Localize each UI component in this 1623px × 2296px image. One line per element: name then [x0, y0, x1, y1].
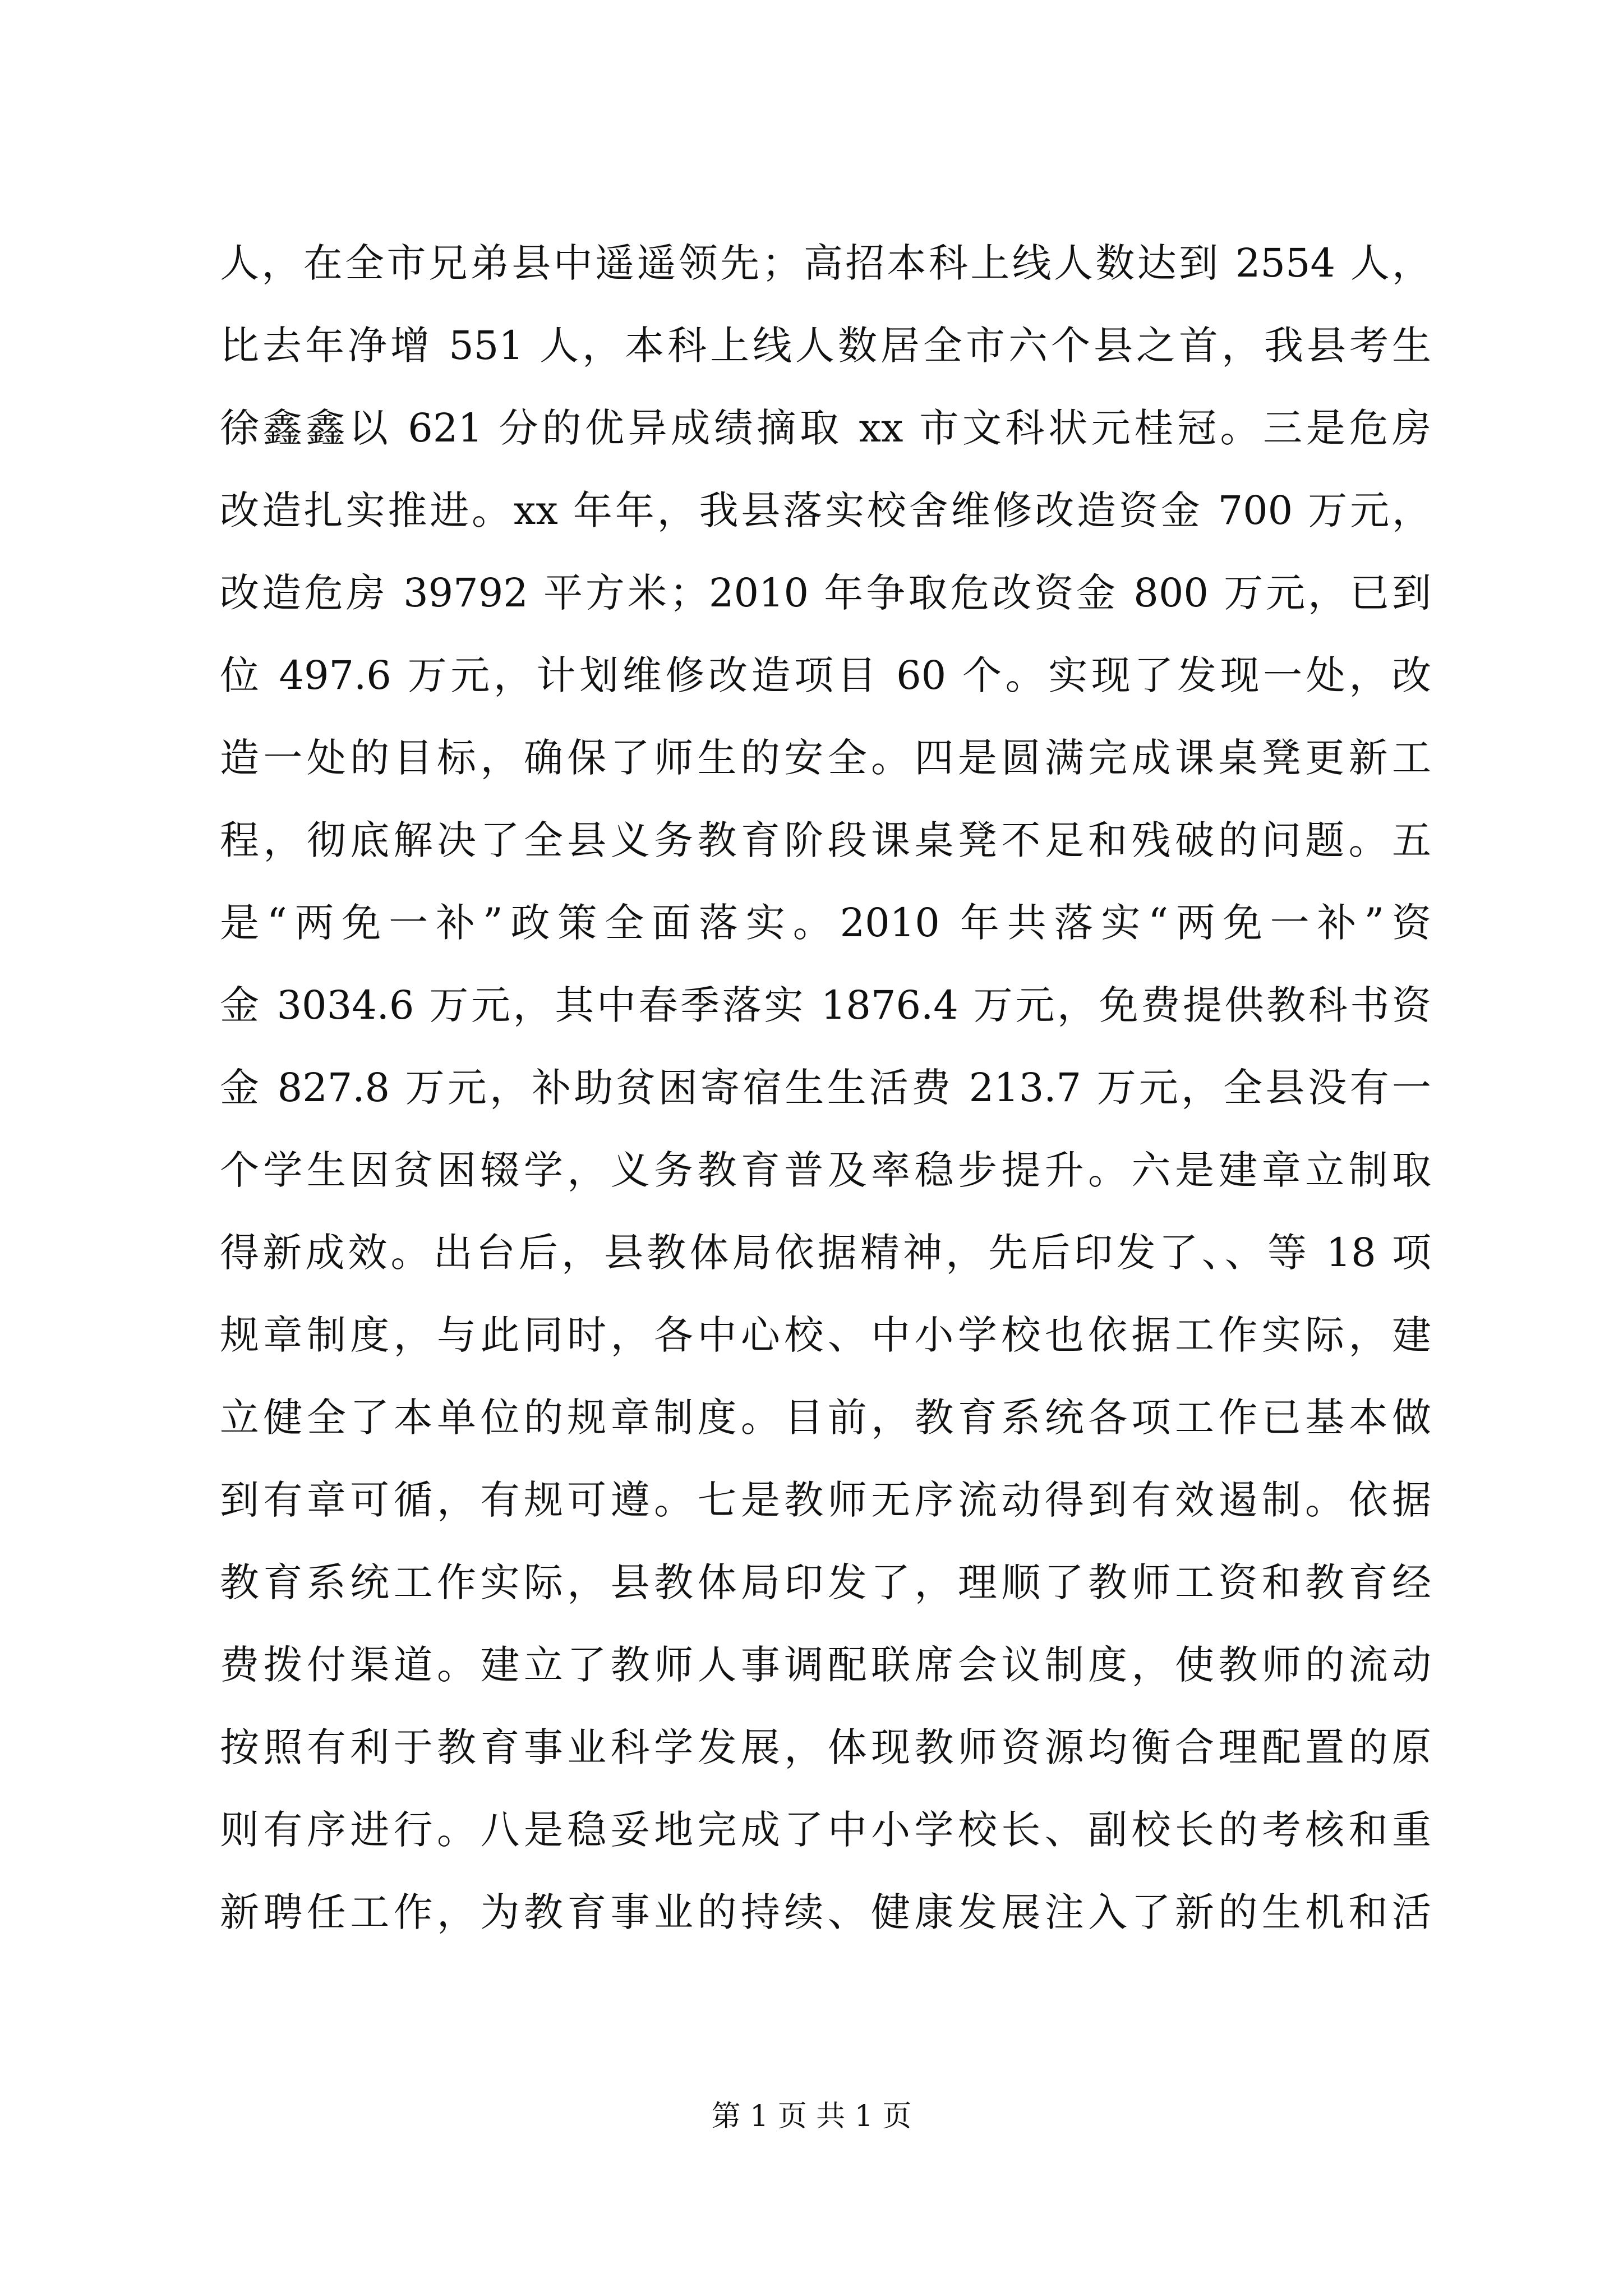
text-line: 金 827.8 万元，补助贫困寄宿生生活费 213.7 万元，全县没有一 — [220, 1065, 1431, 1111]
text-line: 立健全了本单位的规章制度。目前，教育系统各项工作已基本做 — [220, 1395, 1431, 1441]
text-line: 到有章可循，有规可遵。七是教师无序流动得到有效遏制。依据 — [220, 1477, 1431, 1523]
text-line: 则有序进行。八是稳妥地完成了中小学校长、副校长的考核和重 — [220, 1807, 1431, 1853]
text-line: 人，在全市兄弟县中遥遥领先；高招本科上线人数达到 2554 人， — [220, 240, 1431, 286]
text-line: 徐鑫鑫以 621 分的优异成绩摘取 xx 市文科状元桂冠。三是危房 — [220, 405, 1431, 451]
text-line: 比去年净增 551 人，本科上线人数居全市六个县之首，我县考生 — [220, 323, 1431, 369]
text-line: 位 497.6 万元，计划维修改造项目 60 个。实现了发现一处，改 — [220, 652, 1431, 698]
text-line: 改造扎实推进。xx 年年，我县落实校舍维修改造资金 700 万元， — [220, 487, 1431, 533]
text-line: 金 3034.6 万元，其中春季落实 1876.4 万元，免费提供教科书资 — [220, 982, 1431, 1028]
text-line: 教育系统工作实际，县教体局印发了，理顺了教师工资和教育经 — [220, 1559, 1431, 1605]
text-line: 改造危房 39792 平方米；2010 年争取危改资金 800 万元，已到 — [220, 570, 1431, 616]
text-line: 费拨付渠道。建立了教师人事调配联席会议制度，使教师的流动 — [220, 1642, 1431, 1688]
text-line: 程，彻底解决了全县义务教育阶段课桌凳不足和残破的问题。五 — [220, 817, 1431, 863]
page-footer: 第 1 页 共 1 页 — [711, 2100, 912, 2133]
text-line: 得新成效。出台后，县教体局依据精神，先后印发了、、等 18 项 — [220, 1230, 1431, 1276]
text-line: 按照有利于教育事业科学发展，体现教师资源均衡合理配置的原 — [220, 1724, 1431, 1770]
body-text — [220, 222, 1431, 1954]
text-line: 是“两免一补”政策全面落实。2010 年共落实“两免一补”资 — [220, 900, 1431, 946]
text-line: 造一处的目标，确保了师生的安全。四是圆满完成课桌凳更新工 — [220, 735, 1431, 781]
text-line: 规章制度，与此同时，各中心校、中小学校也依据工作实际，建 — [220, 1312, 1431, 1358]
text-line: 新聘任工作，为教育事业的持续、健康发展注入了新的生机和活 — [220, 1889, 1431, 1935]
text-line: 个学生因贫困辍学，义务教育普及率稳步提升。六是建章立制取 — [220, 1147, 1431, 1193]
